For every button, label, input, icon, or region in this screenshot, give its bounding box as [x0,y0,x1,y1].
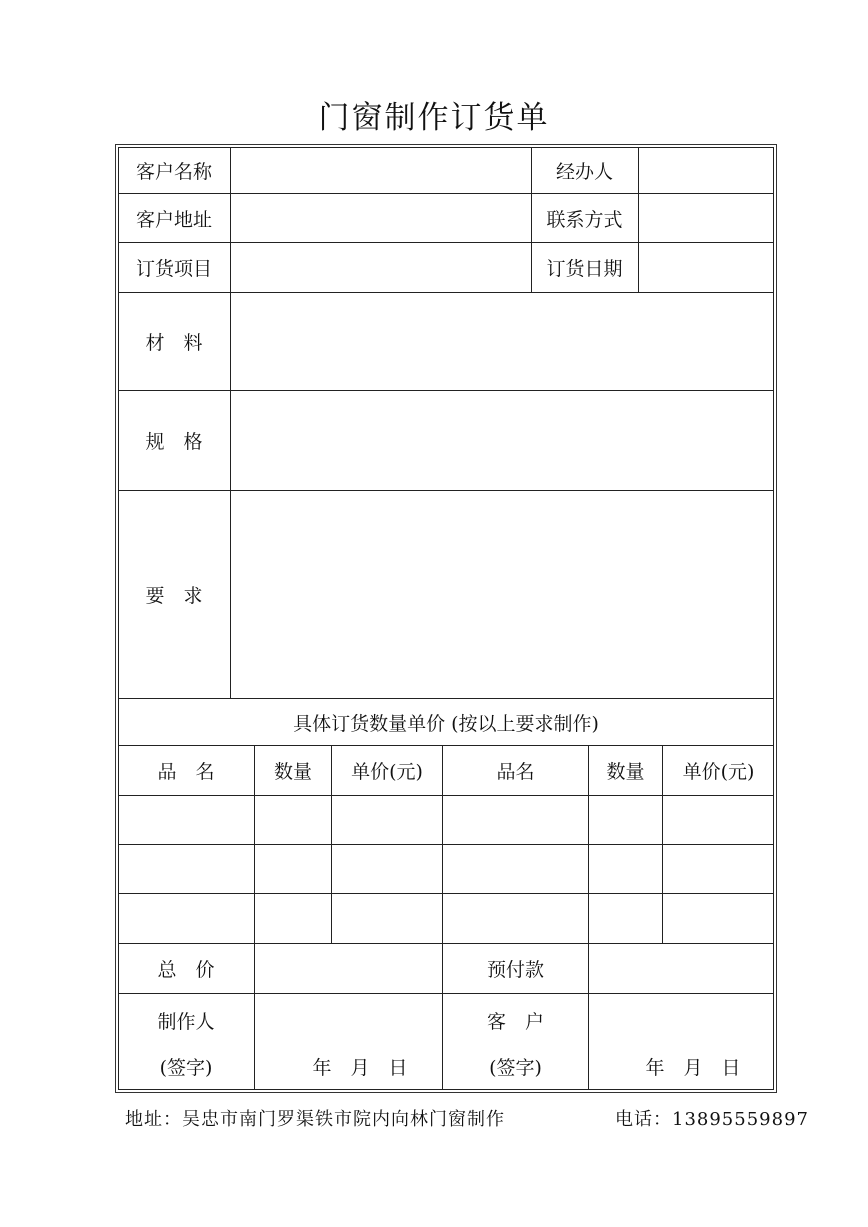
detail-section-header: 具体订货数量单价 (按以上要求制作) [293,712,599,735]
spec-field[interactable] [231,391,774,490]
handler-label: 经办人 [555,160,613,183]
deposit-label: 预付款 [486,959,544,981]
requirement-field[interactable] [231,491,774,698]
customer-name-label: 客户名称 [135,160,212,183]
col-header-name-1: 品 名 [157,761,215,783]
customer-label: 客 户 [486,1010,544,1033]
customer-address-label: 客户地址 [135,208,212,231]
handler-field[interactable] [639,147,774,193]
col-header-name-2: 品名 [496,761,535,783]
col-header-qty-2: 数量 [606,761,645,783]
total-price-label: 总 价 [157,959,215,981]
col-header-price-1: 单价(元) [351,761,423,783]
customer-date[interactable]: 年 月 日 [645,1056,741,1079]
maker-label: 制作人 [157,1010,215,1033]
customer-address-field[interactable] [231,194,531,242]
footer-address: 地址：吴忠市南门罗渠铁市院内向林门窗制作 [125,1109,505,1130]
footer-phone: 电话：13895559897 [615,1109,809,1130]
order-item-field[interactable] [231,243,531,292]
maker-sign-label: (签字) [159,1056,213,1079]
contact-label: 联系方式 [546,208,623,231]
maker-date[interactable]: 年 月 日 [312,1056,408,1079]
col-header-qty-1: 数量 [273,761,312,783]
row-divider [118,993,774,994]
total-price-field[interactable] [255,944,442,993]
material-field[interactable] [231,293,774,390]
order-date-label: 订货日期 [546,258,623,280]
order-rows-area[interactable] [118,796,774,943]
deposit-field[interactable] [589,944,774,993]
form-title: 门窗制作订货单 [318,100,550,136]
order-item-label: 订货项目 [135,258,212,280]
spec-label: 规 格 [145,431,203,453]
material-label: 材 料 [145,332,203,354]
order-date-field[interactable] [639,243,774,292]
requirement-label: 要 求 [145,585,203,607]
customer-sign-label: (签字) [489,1056,542,1079]
col-header-price-2: 单价(元) [682,761,755,783]
customer-name-field[interactable] [231,147,531,193]
contact-field[interactable] [639,194,774,242]
